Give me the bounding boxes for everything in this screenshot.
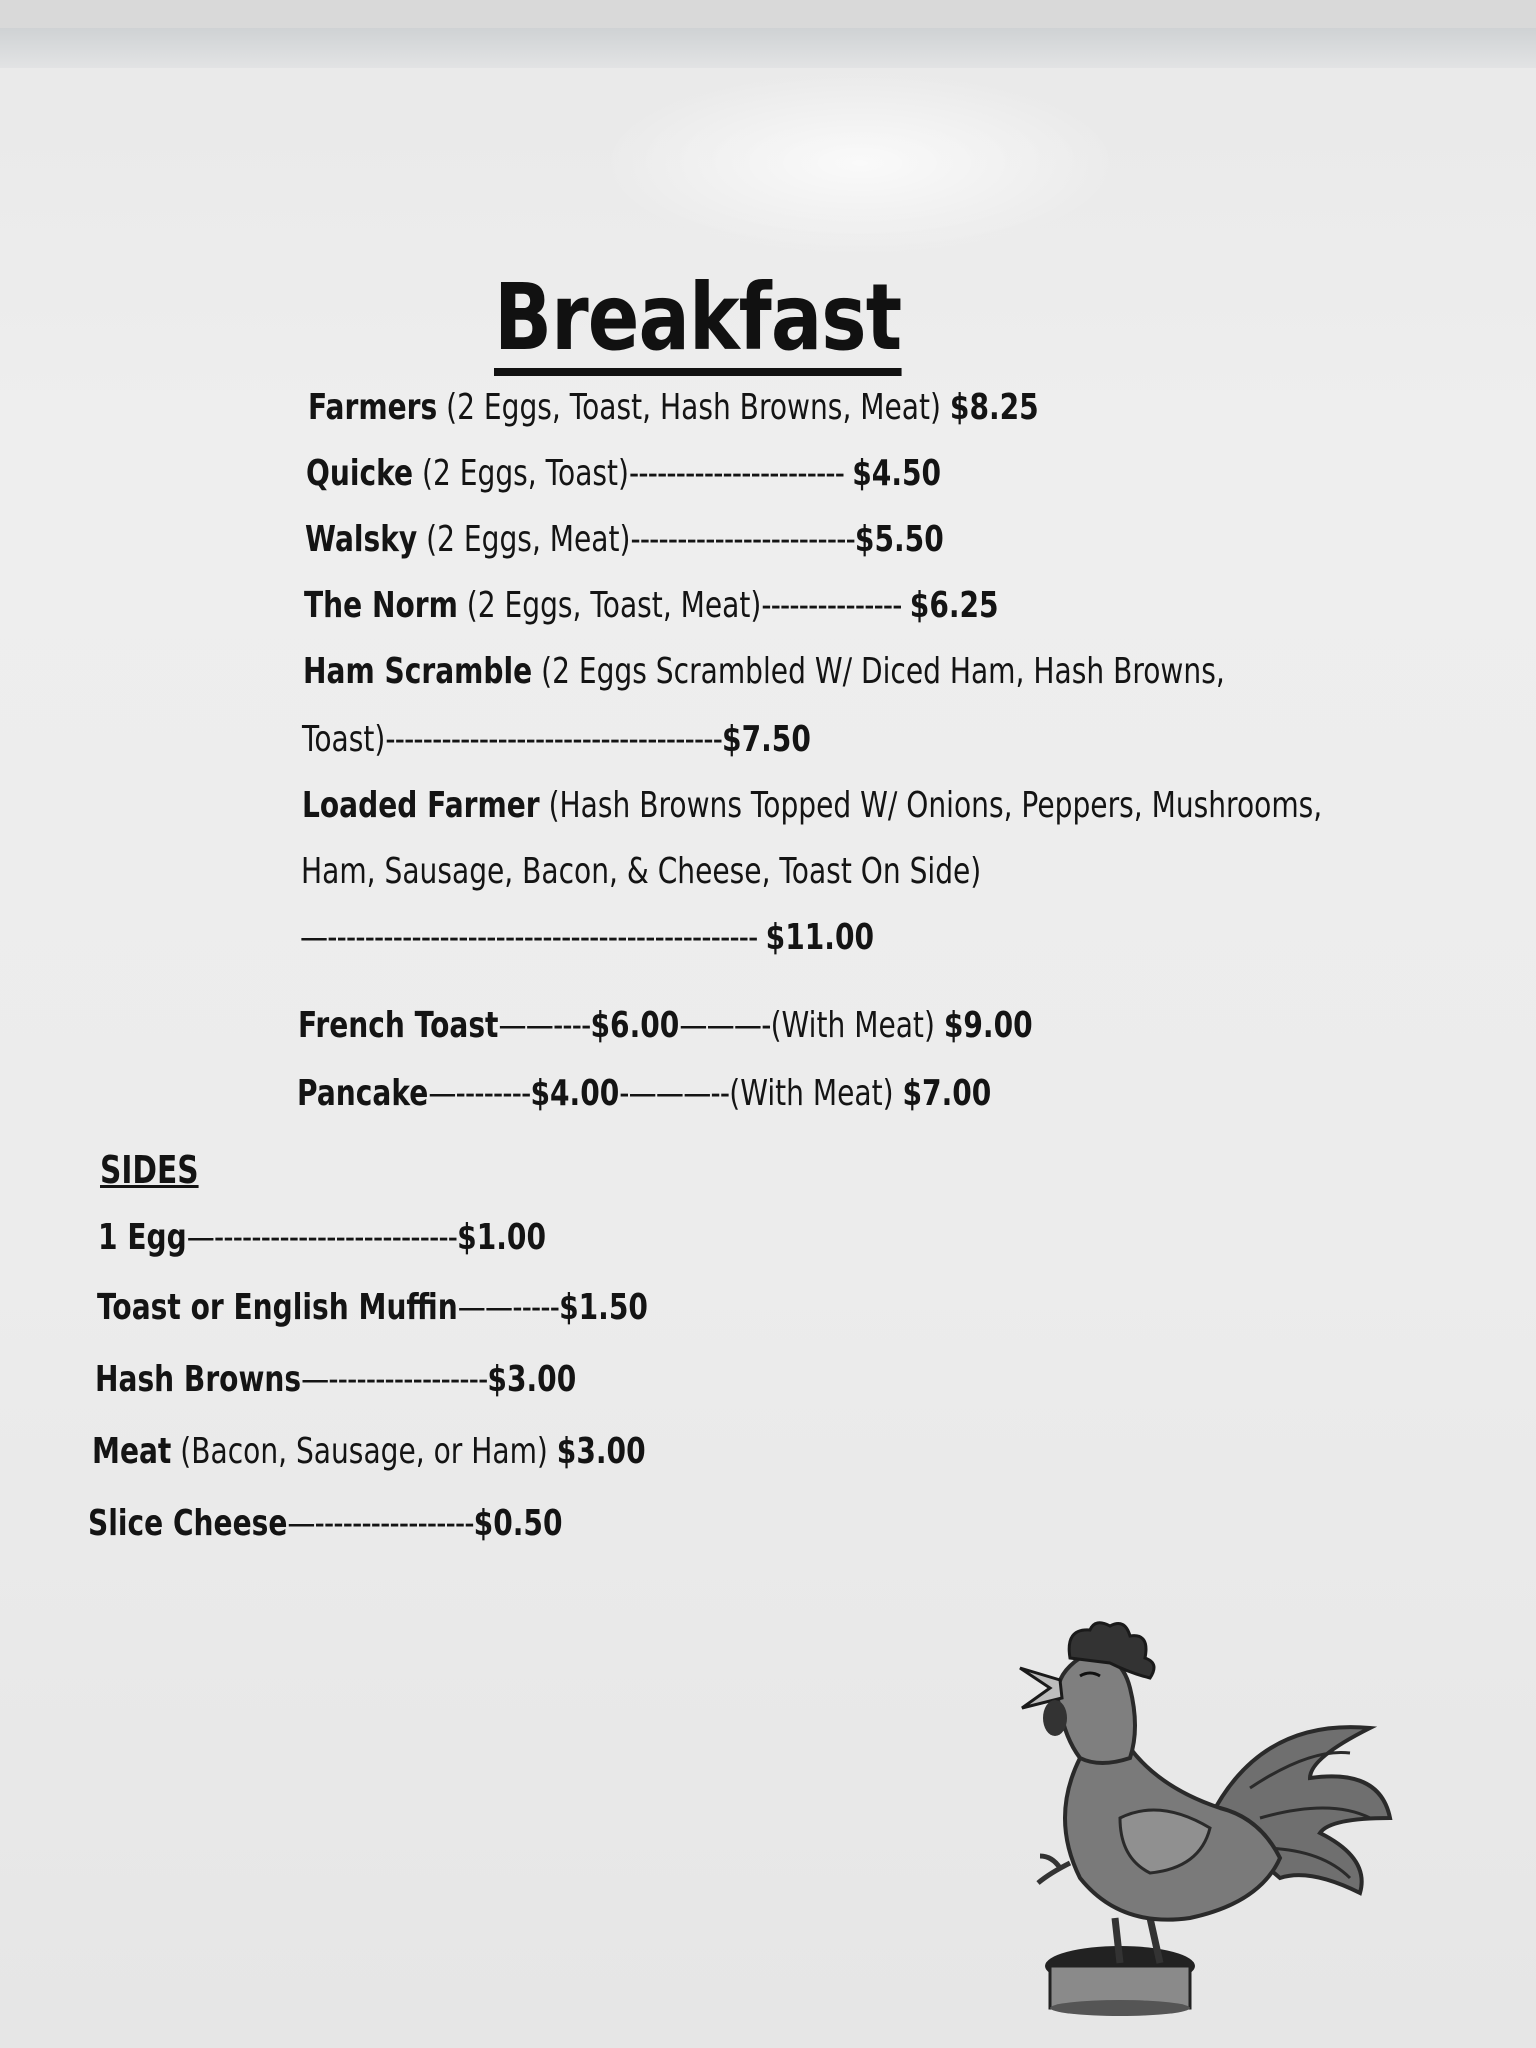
menu-sheet <box>0 28 1536 2048</box>
menu-item-ham-scramble: Ham Scramble (2 Eggs Scrambled W/ Diced Ham, Hash Browns, <box>303 651 1225 692</box>
menu-item-quicke: Quicke (2 Eggs, Toast)----------------------- $4.50 <box>306 453 942 494</box>
glare <box>600 68 1120 258</box>
side-item-meat: Meat (Bacon, Sausage, or Ham) $3.00 <box>92 1431 646 1472</box>
menu-item-the-norm: The Norm (2 Eggs, Toast, Meat)--------------- $6.25 <box>304 585 999 626</box>
menu-item-loaded-farmer-cont: Ham, Sausage, Bacon, & Cheese, Toast On Side) <box>301 851 982 892</box>
sides-heading: SIDES <box>100 1148 199 1192</box>
plastic-sleeve-edge <box>0 28 1536 68</box>
menu-item-farmers: Farmers (2 Eggs, Toast, Hash Browns, Meat) $8.25 <box>308 387 1039 428</box>
item-price: $4.50 <box>852 453 942 494</box>
menu-item-pancake: Pancake—--------$4.00-———--(With Meat) $7.00 <box>297 1073 992 1114</box>
item-price: $5.50 <box>854 519 944 560</box>
rooster-icon <box>1010 1618 1400 2018</box>
item-price: $6.00 <box>590 1005 680 1046</box>
item-price: $0.50 <box>473 1503 563 1544</box>
menu-item-walsky: Walsky (2 Eggs, Meat)------------------------$5.50 <box>305 519 944 560</box>
side-item-hash-browns: Hash Browns—-----------------$3.00 <box>95 1359 577 1400</box>
menu-title: Breakfast <box>494 268 901 376</box>
item-price: $7.50 <box>722 719 811 760</box>
item-price: $8.25 <box>949 387 1039 428</box>
menu-item-loaded-farmer-price: —---------------------------------------------- $11.00 <box>300 917 875 958</box>
item-price-with-meat: $7.00 <box>902 1073 992 1114</box>
side-item-slice-cheese: Slice Cheese—-----------------$0.50 <box>88 1503 563 1544</box>
menu-item-loaded-farmer: Loaded Farmer (Hash Browns Topped W/ Onions, Peppers, Mushrooms, <box>302 785 1323 826</box>
item-price: $1.00 <box>457 1217 546 1258</box>
menu-item-french-toast: French Toast——----$6.00———-(With Meat) $9.00 <box>298 1005 1033 1046</box>
item-price: $4.00 <box>530 1073 620 1114</box>
item-price: $1.50 <box>559 1287 648 1328</box>
item-price: $3.00 <box>556 1431 646 1472</box>
item-price: $11.00 <box>765 917 875 958</box>
side-item-toast: Toast or English Muffin——-----$1.50 <box>97 1287 648 1328</box>
menu-item-ham-scramble-cont: Toast)------------------------------------$7.50 <box>302 719 811 760</box>
side-item-egg: 1 Egg—--------------------------$1.00 <box>98 1217 546 1258</box>
item-price: $3.00 <box>487 1359 577 1400</box>
item-price: $6.25 <box>909 585 999 626</box>
item-price-with-meat: $9.00 <box>943 1005 1033 1046</box>
